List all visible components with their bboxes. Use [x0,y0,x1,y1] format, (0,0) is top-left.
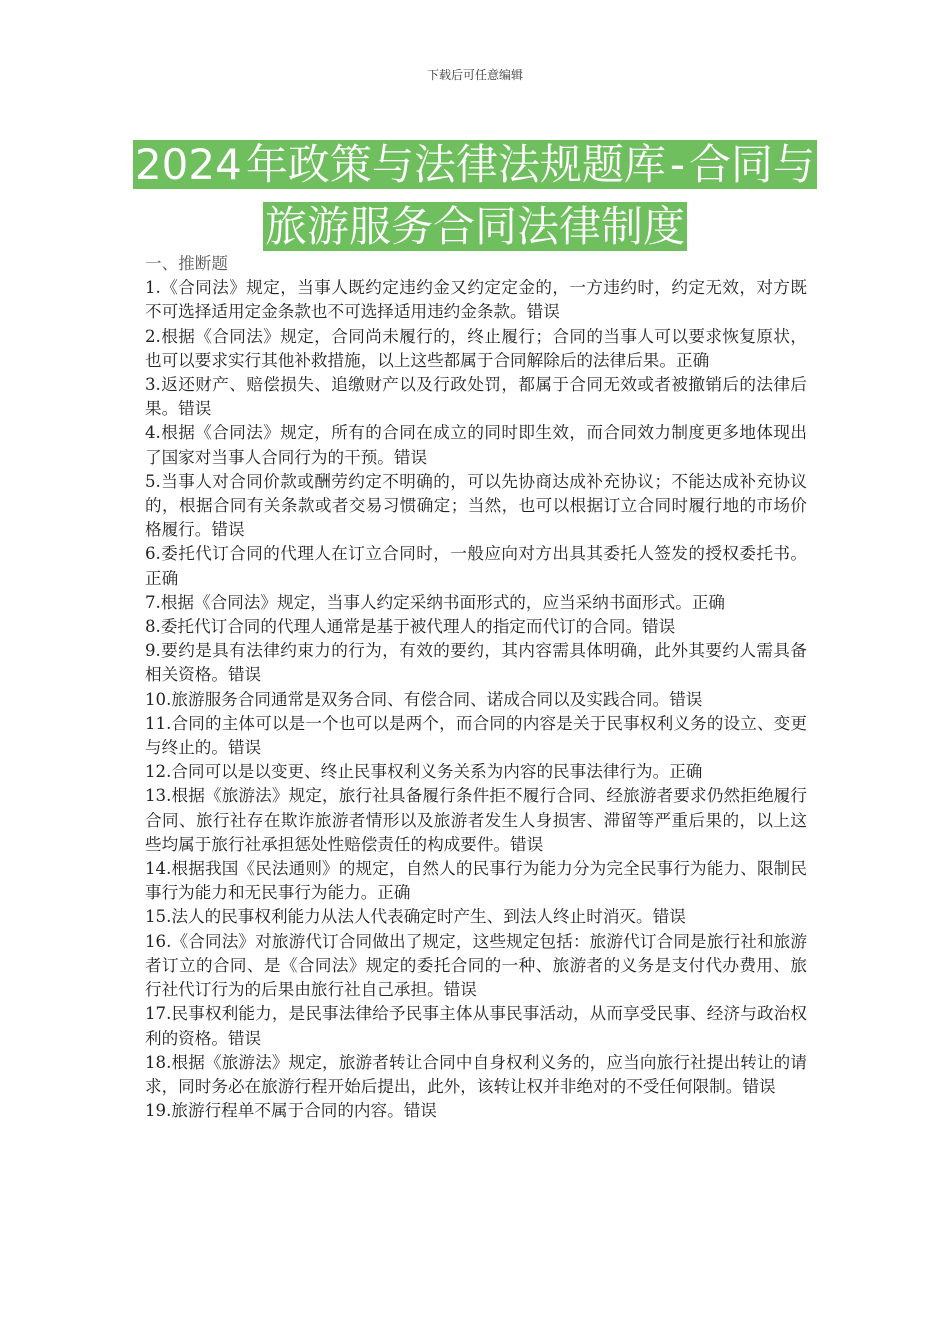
section-heading: 一、推断题 [145,254,228,273]
list-item: 18.根据《旅游法》规定，旅游者转让合同中自身权利义务的，应当向旅行社提出转让的请求，同时务必在旅游行程开始后提出，此外，该转让权并非绝对的不受任何限制。错误 [145,1052,807,1096]
title-main: 年政策与法律法规题库 [245,140,666,189]
list-item: 14.根据我国《民法通则》的规定，自然人的民事行为能力分为完全民事行为能力、限制民事行为能力和无民事行为能力。正确 [145,859,807,903]
list-item: 5.当事人对合同价款或酬劳约定不明确的，可以先协商达成补充协议；不能达成补充协议的，根据合同有关条款或者交易习惯确定；当然，也可以根据订立合同时履行地的市场价格履行。错误 [145,471,807,540]
list-item: 10.旅游服务合同通常是双务合同、有偿合同、诺成合同以及实践合同。错误 [145,689,703,709]
list-item: 4.根据《合同法》规定，所有的合同在成立的同时即生效，而合同效力制度更多地体现出了国家对当事人合同行为的干预。错误 [145,423,807,467]
list-item: 1.《合同法》规定，当事人既约定违约金又约定定金的，一方违约时，约定无效，对方既不可选择适用定金条款也不可选择适用违约金条款。错误 [145,278,807,322]
document-title [100,134,850,258]
list-item: 17.民事权利能力，是民事法律给予民事主体从事民事活动，从而享受民事、经济与政治权利的资格。错误 [145,1004,807,1048]
header-note: 下载后可任意编辑 [426,68,523,82]
list-item: 8.委托代订合同的代理人通常是基于被代理人的指定而代订的合同。错误 [145,617,676,637]
title-dash: - [669,140,686,189]
title-main-end: 合同与 [689,140,816,189]
list-item: 6.委托代订合同的代理人在订立合同时，一般应向对方出具其委托人签发的授权委托书。正确 [145,544,807,588]
list-item: 15.法人的民事权利能力从法人代表确定时产生、到法人终止时消灭。错误 [145,907,686,927]
list-item: 13.根据《旅游法》规定，旅行社具备履行条件拒不履行合同、经旅游者要求仍然拒绝履行合同、旅行社存在欺诈旅游者情形以及旅游者发生人身损害、滞留等严重后果的，以上这些均属于旅行社承担惩处性赔偿责任的构成要件。错误 [145,786,807,854]
list-item: 19.旅游行程单不属于合同的内容。错误 [145,1101,437,1121]
list-item: 12.合同可以是以变更、终止民事权利义务关系为内容的民事法律行为。正确 [145,762,703,782]
title-subtitle: 旅游服务合同法律制度 [264,202,685,251]
list-item: 16.《合同法》对旅游代订合同做出了规定，这些规定包括：旅游代订合同是旅行社和旅游者订立的合同、是《合同法》规定的委托合同的一种、旅游者的义务是支付代办费用、旅行社代订行为的后果由旅行社自己承担。错误 [145,931,807,1000]
list-item: 2.根据《合同法》规定，合同尚未履行的，终止履行；合同的当事人可以要求恢复原状，也可以要求实行其他补救措施，以上这些都属于合同解除后的法律后果。正确 [145,326,807,370]
list-item: 7.根据《合同法》规定，当事人约定采纳书面形式的，应当采纳书面形式。正确 [145,592,726,612]
title-year: 2024 [134,140,242,189]
list-item: 11.合同的主体可以是一个也可以是两个，而合同的内容是关于民事权利义务的设立、变更与终止的。错误 [145,713,807,758]
question-list [145,252,807,1123]
list-item: 9.要约是具有法律约束力的行为，有效的要约，其内容需具体明确，此外其要约人需具备相关资格。错误 [145,641,807,685]
list-item: 3.返还财产、赔偿损失、追缴财产以及行政处罚，都属于合同无效或者被撤销后的法律后果。错误 [145,375,807,419]
